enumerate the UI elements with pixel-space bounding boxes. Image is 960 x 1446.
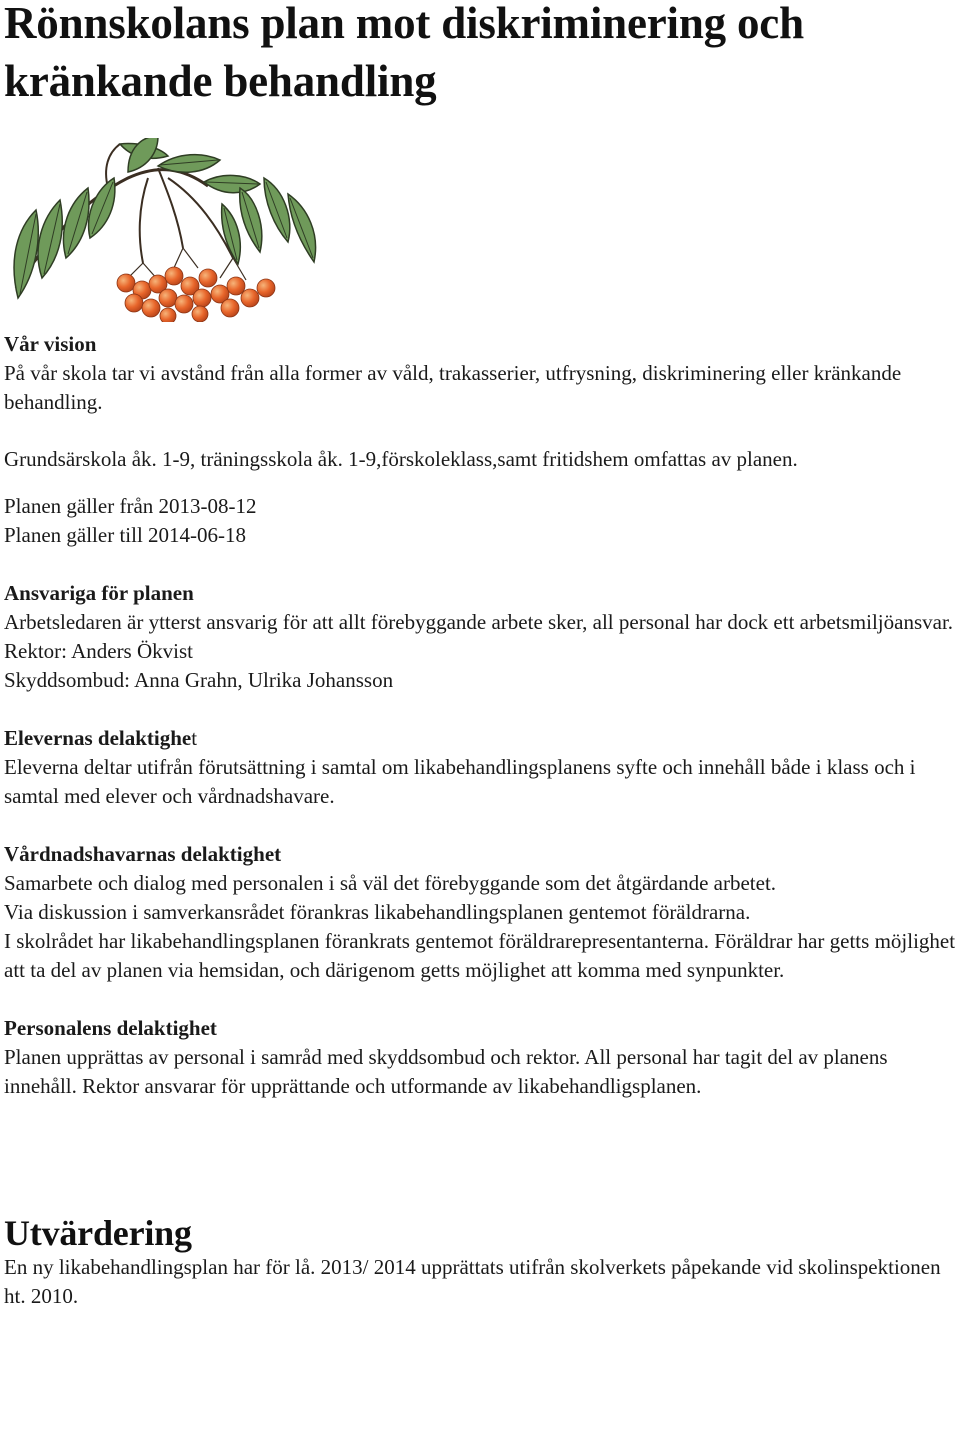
- responsible-heading: Ansvariga för planen: [4, 581, 194, 605]
- evaluation-text: En ny likabehandlingsplan har för lå. 2013/ 2014 upprättats utifrån skolverkets påpekande vid skolinspektionen ht. 2010.: [4, 1255, 941, 1308]
- guardians-heading: Vårdnadshavarnas delaktighet: [4, 842, 282, 866]
- safety-representatives: Skyddsombud: Anna Grahn, Ulrika Johansson: [4, 668, 394, 692]
- principal-line: Rektor: Anders Ökvist: [4, 639, 193, 663]
- valid-from: Planen gäller från 2013-08-12: [4, 494, 257, 518]
- students-heading: [4, 724, 958, 753]
- guardians-line-2: Via diskussion i samverkansrådet förankras likabehandlingsplanen gentemot föräldrarna.: [4, 900, 751, 924]
- staff-heading: Personalens delaktighet: [4, 1016, 217, 1040]
- rowan-branch-icon: [8, 138, 328, 322]
- valid-to: Planen gäller till 2014-06-18: [4, 523, 247, 547]
- guardians-line-1: Samarbete och dialog med personalen i så väl det förebyggande som det åtgärdande arbetet.: [4, 871, 777, 895]
- students-heading-bold: Elevernas delaktighe: [4, 726, 192, 750]
- staff-text: Planen upprättas av personal i samråd med skyddsombud och rektor. All personal har tagit del av planens innehåll. Rektor ansvarar för upprättande och utformande av likabehandligsplanen.: [4, 1045, 888, 1098]
- guardians-line-3: I skolrådet har likabehandlingsplanen förankrats gentemot föräldrarepresentanterna. Föräldrar har getts möjlighet att ta del av planen via hemsidan, och därigenom getts möjlighet att komma med synpunkter.: [4, 929, 956, 982]
- vision-text: På vår skola tar vi avstånd från alla former av våld, trakasserier, utfrysning, diskriminering eller kränkande behandling.: [4, 361, 902, 414]
- page-title: Rönnskolans plan mot diskriminering och kränkande behandling: [4, 0, 804, 106]
- evaluation-heading: Utvärdering: [4, 1213, 192, 1253]
- document-page: [4, 0, 958, 1311]
- scope-text: Grundsärskola åk. 1-9, träningsskola åk. 1-9,förskoleklass,samt fritidshem omfattas av planen.: [4, 447, 798, 471]
- vision-heading: Vår vision: [4, 332, 97, 356]
- students-heading-tail: t: [191, 726, 198, 750]
- responsible-text: Arbetsledaren är ytterst ansvarig för att allt förebyggande arbete sker, all personal har dock ett arbetsmiljöansvar.: [4, 610, 954, 634]
- students-text: Eleverna deltar utifrån förutsättning i samtal om likabehandlingsplanens syfte och innehåll både i klass och i samtal med elever och vårdnadshavare.: [4, 755, 916, 808]
